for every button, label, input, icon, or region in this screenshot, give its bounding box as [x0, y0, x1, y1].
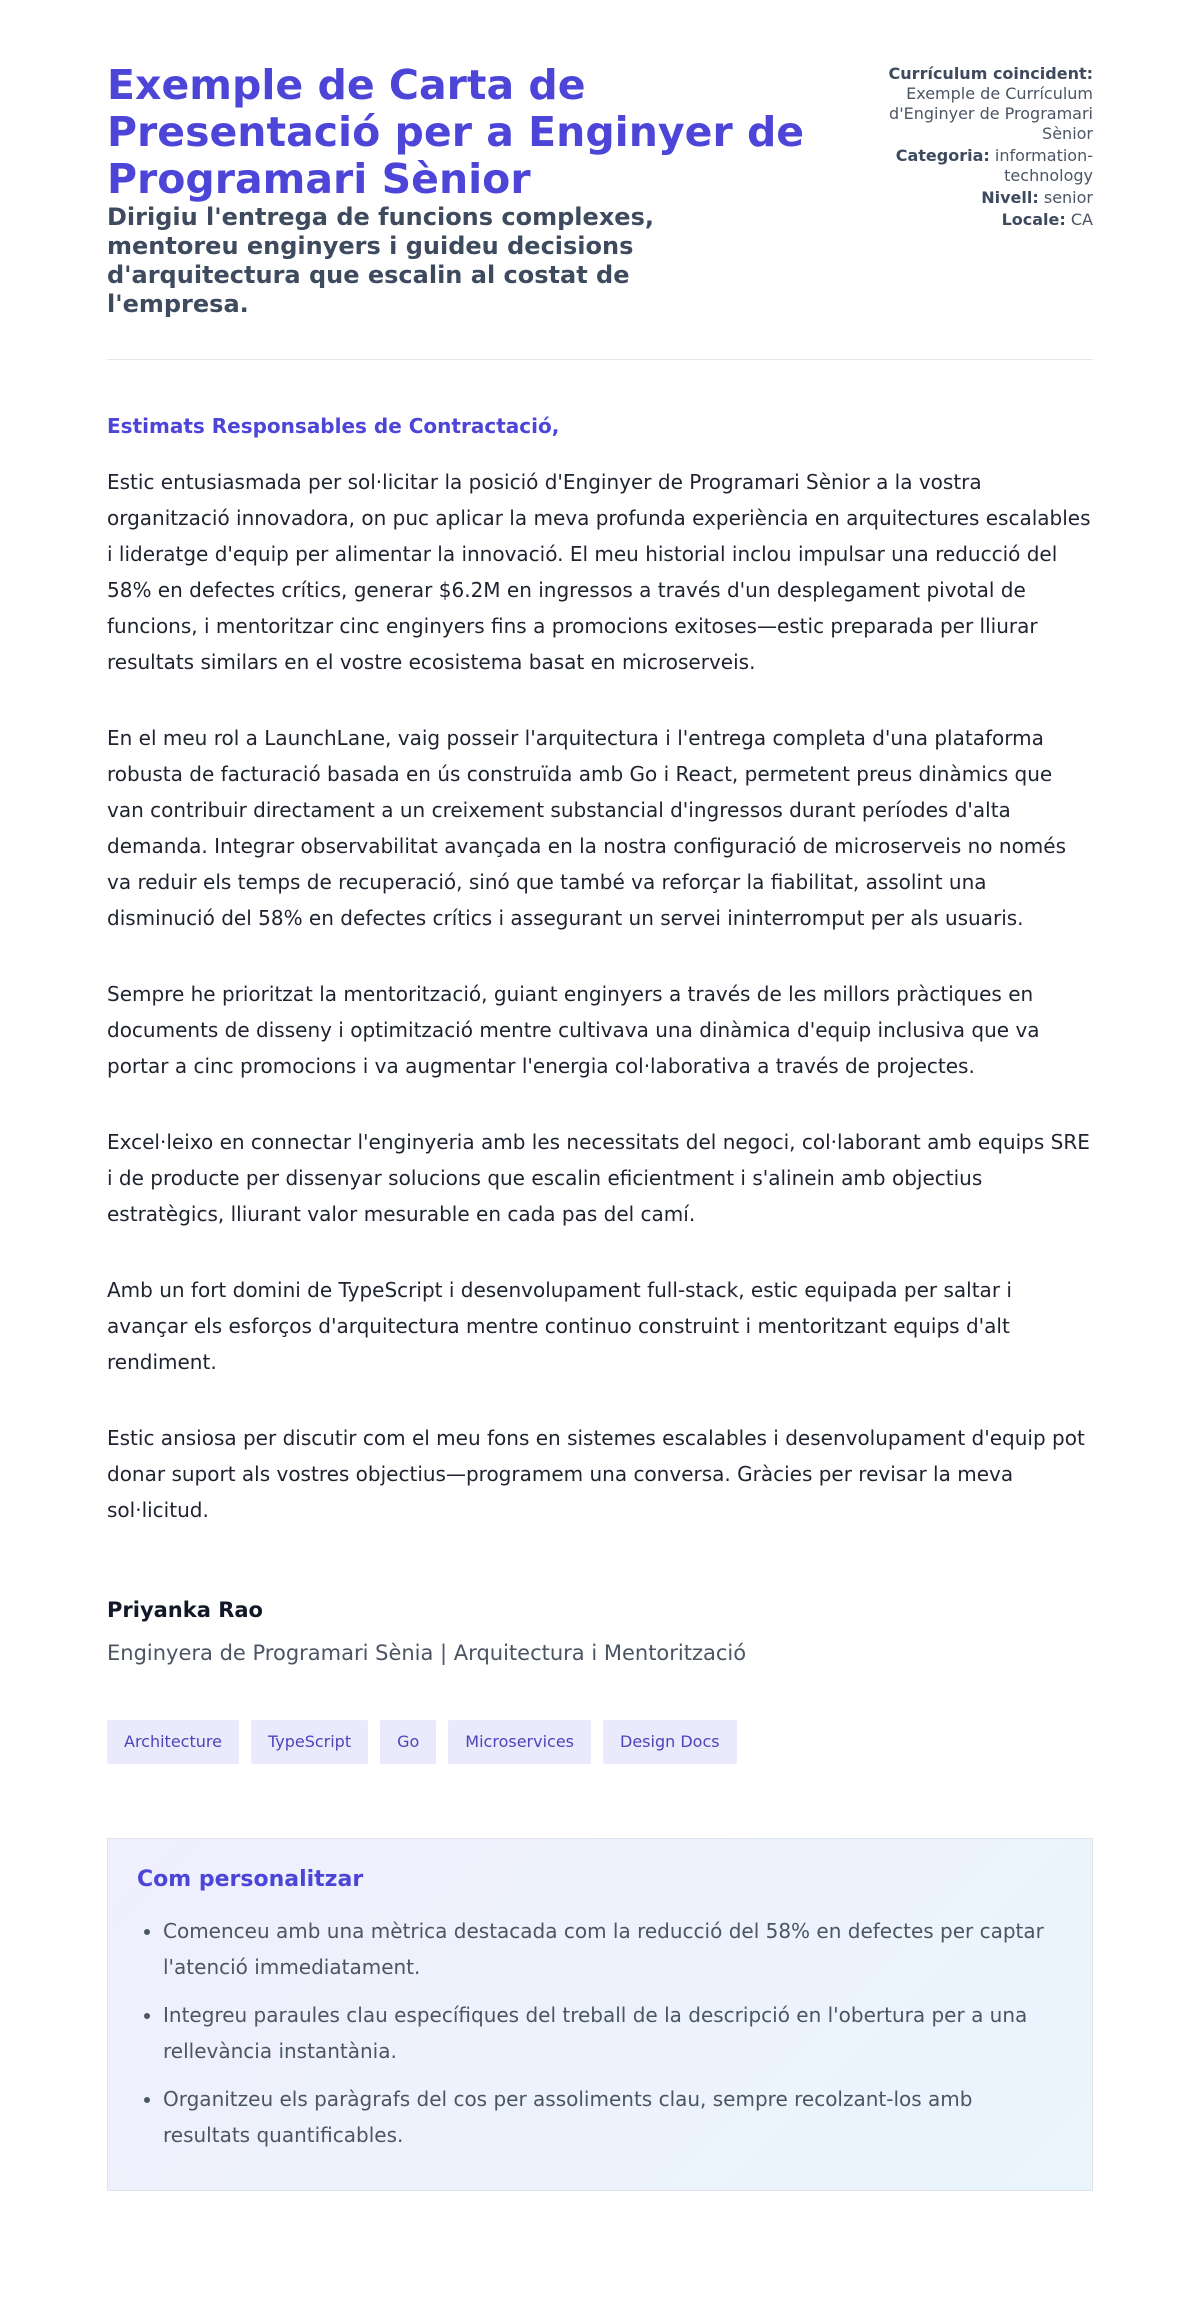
meta-matched-resume — [868, 64, 1093, 144]
tip-item: • Integreu paraules clau específiques del treball de la descripció en l'obertura per a una rellevància instantània. — [163, 1997, 1063, 2069]
page-header — [107, 0, 1093, 360]
meta-value: CA — [1070, 210, 1093, 229]
skill-tags — [107, 1720, 1093, 1764]
letter-paragraph: Estic ansiosa per discutir com el meu fons en sistemes escalables i desenvolupament d'equip pot donar suport als vostres objectius—programem una conversa. Gràcies per revisar la meva sol·licitud. — [107, 1426, 1085, 1522]
letter-paragraph: En el meu rol a LaunchLane, vaig posseir l'arquitectura i l'entrega completa d'una plataforma robusta de facturació basada en ús construïda amb Go i React, permetent preus dinàmics que van contribuir directament a un creixement substancial d'ingressos durant períodes d'alta demanda. Integrar observabilitat avançada en la nostra configuració de microserveis no només va reduir els temps de recuperació, sinó que també va reforçar la fiabilitat, assolint una disminució del 58% en defectes crítics i assegurant un servei ininterromput per als usuaris. — [107, 726, 1067, 930]
cover-letter-page — [107, 0, 1093, 2191]
page-subtitle: Dirigiu l'entrega de funcions complexes, mentoreu enginyers i guideu decisions d'arquitectura que escalin al costat de l'empresa. — [107, 203, 654, 318]
meta-label: Categoria: — [895, 146, 990, 165]
meta-value: Exemple de Currículum d'Enginyer de Programari Sènior — [889, 84, 1093, 143]
tip-item: • Comenceu amb una mètrica destacada com la reducció del 58% en defectes per captar l'atenció immediatament. — [163, 1913, 1063, 1985]
meta-value: information-technology — [994, 146, 1093, 185]
signature-title: Enginyera de Programari Sènia | Arquitectura i Mentorització — [107, 1641, 747, 1665]
meta-label: Currículum coincident: — [888, 64, 1093, 83]
skill-tag-design-docs: Design Docs — [603, 1720, 737, 1764]
skill-tag-architecture: Architecture — [107, 1720, 239, 1764]
tips-title: Com personalitzar — [137, 1867, 364, 1892]
signature-name: Priyanka Rao — [107, 1598, 263, 1622]
meta-value: senior — [1043, 188, 1093, 207]
letter-paragraph: Sempre he prioritzat la mentorització, guiant enginyers a través de les millors pràctiques en documents de disseny i optimització mentre cultivava una dinàmica d'equip inclusiva que va portar a cinc promocions i va augmentar l'energia col·laborativa a través de projectes. — [107, 982, 1040, 1078]
skill-tag-microservices: Microservices — [448, 1720, 591, 1764]
meta-label: Nivell: — [981, 188, 1039, 207]
meta-label: Locale: — [1001, 210, 1066, 229]
letter-body — [107, 412, 1093, 1668]
letter-paragraph: Amb un fort domini de TypeScript i desenvolupament full-stack, estic equipada per saltar i avançar els esforços d'arquitectura mentre continuo construint i mentoritzant equips d'alt rendiment. — [107, 1278, 1012, 1374]
skill-tag-typescript: TypeScript — [251, 1720, 368, 1764]
tips-list — [137, 1913, 1063, 2153]
tip-item: • Organitzeu els paràgrafs del cos per assoliments clau, sempre recolzant-los amb resultats quantificables. — [163, 2081, 1063, 2153]
letter-paragraph: Estic entusiasmada per sol·licitar la posició d'Enginyer de Programari Sènior a la vostra organització innovadora, on puc aplicar la meva profunda experiència en arquitectures escalables i lideratge d'equip per alimentar la innovació. El meu historial inclou impulsar una reducció del 58% en defectes crítics, generar $6.2M en ingressos a través d'un desplegament pivotal de funcions, i mentoritzar cinc enginyers fins a promocions exitoses—estic preparada per lliurar resultats similars en el vostre ecosistema basat en microserveis. — [107, 470, 1091, 674]
meta-locale — [868, 210, 1093, 230]
meta-level — [868, 188, 1093, 208]
letter-paragraph: Excel·leixo en connectar l'enginyeria amb les necessitats del negoci, col·laborant amb equips SRE i de producte per dissenyar solucions que escalin eficientment i s'alinein amb objectius estratègics, lliurant valor mesurable en cada pas del camí. — [107, 1130, 1090, 1226]
signature-block — [107, 1596, 1093, 1668]
page-title: Exemple de Carta de Presentació per a Enginyer de Programari Sènior — [107, 61, 805, 203]
skill-tag-go: Go — [380, 1720, 436, 1764]
letter-greeting: Estimats Responsables de Contractació, — [107, 414, 560, 438]
meta-category — [868, 146, 1093, 186]
customization-tips-box — [107, 1838, 1093, 2191]
meta-panel — [868, 64, 1093, 232]
